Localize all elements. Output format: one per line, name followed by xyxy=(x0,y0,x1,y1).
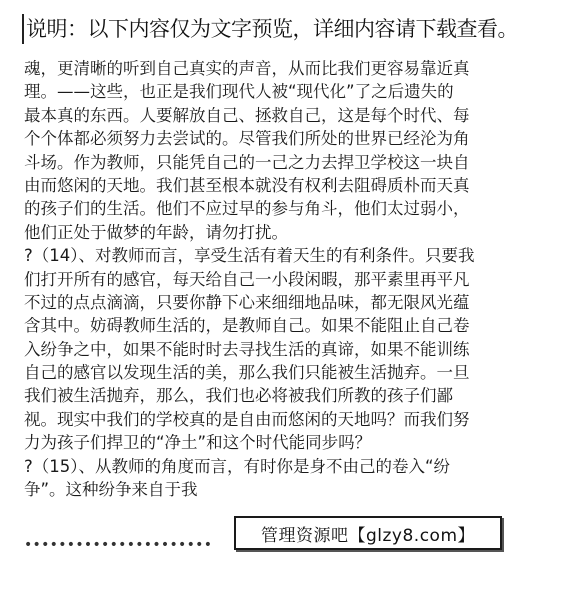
watermark-banner: 管理资源吧【glzy8.com】 xyxy=(234,516,502,550)
text-line: 自己的感官以发现生活的美，那么我们只能被生活抛弃。一旦 xyxy=(24,363,470,383)
text-line: 们打开所有的感官，每天给自己一小段闲暇，那平素里再平凡 xyxy=(24,269,470,289)
truncation-dots: •••••••••••••••••••••• xyxy=(24,537,213,553)
text-line: 个个体都必须努力去尝试的。尽管我们所处的世界已经沦为角 xyxy=(24,129,470,149)
text-line: 视。现实中我们的学校真的是自由而悠闲的天地吗？而我们努 xyxy=(24,409,470,429)
text-line: 的孩子们的生活。他们不应过早的参与角斗，他们太过弱小， xyxy=(24,199,470,219)
text-line: 不过的点点滴滴，只要你静下心来细细地品味，都无限风光蕴 xyxy=(24,292,470,312)
text-line: ?（14）、对教师而言，享受生活有着天生的有利条件。只要我 xyxy=(24,246,475,266)
text-line: 力为孩子们捍卫的“净土”和这个时代能同步吗？ xyxy=(24,433,372,453)
text-line: 含其中。妨碍教师生活的，是教师自己。如果不能阻止自己卷 xyxy=(24,316,470,336)
text-line: 理。——这些，也正是我们现代人被“现代化”了之后遗失的 xyxy=(24,82,454,102)
text-line: 魂，更清晰的听到自己真实的声音，从而比我们更容易靠近真 xyxy=(24,59,470,78)
text-line: 他们正处于做梦的年龄，请勿打扰。 xyxy=(24,222,288,242)
text-line: 由而悠闲的天地。我们甚至根本就没有权利去阻碍质朴而天真 xyxy=(24,175,470,195)
document-body xyxy=(24,57,556,501)
text-line: ?（15）、从教师的角度而言，有时你是身不由己的卷入“纷 xyxy=(24,456,451,476)
text-line: 争”。这种纷争来自于我 xyxy=(24,480,198,500)
preview-notice: 说明：以下内容仅为文字预览，详细内容请下载查看。 xyxy=(22,14,571,44)
text-line: 我们被生活抛弃，那么，我们也必将被我们所教的孩子们鄙 xyxy=(24,386,453,406)
text-line: 斗场。作为教师，只能凭自己的一己之力去捍卫学校这一块自 xyxy=(24,152,470,172)
text-line: 入纷争之中，如果不能时时去寻找生活的真谛，如果不能训练 xyxy=(24,339,470,359)
text-line: 最本真的东西。人要解放自己、拯救自己，这是每个时代、每 xyxy=(24,105,470,125)
